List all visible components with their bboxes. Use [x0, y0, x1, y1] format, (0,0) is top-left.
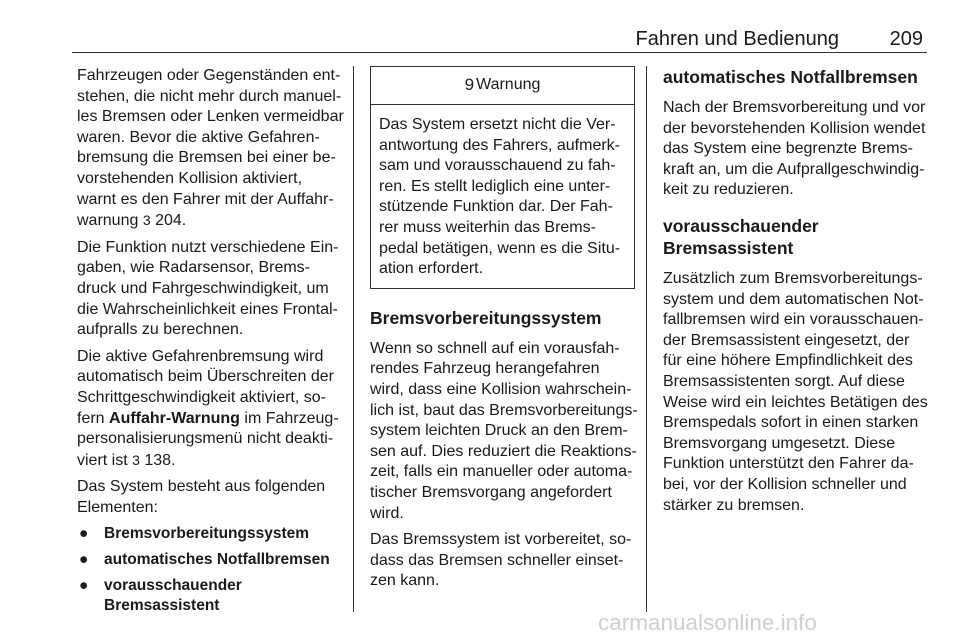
- text-line: Bremsassistenten sorgt. Auf diese: [663, 372, 905, 390]
- text-line: Nach der Bremsvorbereitung und vor: [663, 99, 926, 116]
- text-line: stärker zu bremsen.: [663, 496, 805, 514]
- section-heading: Bremsvorbereitungssystem: [370, 307, 602, 328]
- text-line: keit zu reduzieren.: [663, 181, 794, 199]
- paragraph-components: [77, 477, 343, 518]
- text-line: stützende Funktion dar. Der Fah-: [379, 198, 613, 216]
- column-divider-right: [646, 66, 647, 612]
- section-heading: automatisches Notfallbremsen: [663, 67, 918, 87]
- warning-triangle-icon: 9: [464, 75, 475, 95]
- text-line: warnt es den Fahrer mit der Auffahr-: [77, 190, 334, 208]
- text-line: Die Funktion nutzt verschiedene Ein-: [77, 238, 339, 256]
- paragraph-intro: [77, 66, 343, 232]
- paragraph-prepared: [370, 530, 635, 592]
- text-line: personalisierungsmenü nicht deakti-: [77, 430, 334, 448]
- warning-title: Warnung: [476, 76, 541, 94]
- page-header: [72, 28, 927, 53]
- list-item-label: Bremsvorbereitungssystem: [104, 525, 310, 543]
- text-line: die Wahrscheinlichkeit eines Frontal-: [77, 300, 338, 318]
- text-line: fallbremsen wird ein vorausschauen-: [663, 311, 924, 329]
- text-line: system leichten Druck an den Brem-: [370, 422, 628, 440]
- text-line: Zusätzlich zum Bremsvorbereitungs-: [663, 269, 923, 287]
- section-heading: [663, 215, 933, 259]
- text-line: aufpralls zu berechnen.: [77, 321, 244, 339]
- text-line: Die aktive Gefahrenbremsung wird: [77, 347, 324, 365]
- paragraph-prebrake: [370, 339, 638, 524]
- bullet-icon: ●: [79, 525, 89, 543]
- text-line: Das Bremssystem ist vorbereitet, so-: [370, 531, 632, 549]
- page-title: Fahren und Bedienung: [635, 28, 839, 50]
- text-fragment: im Fahrzeug-: [239, 409, 339, 427]
- menu-item-name: Auffahr-Warnung: [109, 409, 240, 427]
- list-item: [77, 550, 343, 571]
- column-1: [77, 66, 343, 622]
- arrow-reference-icon: 3: [142, 212, 151, 229]
- text-line: rendes Fahrzeug herangefahren: [370, 360, 600, 378]
- text-line: ren. Es stellt lediglich eine unter-: [379, 177, 611, 195]
- text-line: Bremsvorgang umgesetzt. Diese: [663, 434, 896, 452]
- text-line: waren. Bevor die aktive Gefahren-: [77, 128, 320, 146]
- text-line: warnung: [77, 212, 139, 230]
- warning-body: [371, 105, 634, 288]
- text-line: antwortung des Fahrers, aufmerk-: [379, 136, 620, 154]
- text-line: wird, dass eine Kollision wahrschein-: [370, 380, 632, 398]
- text-line: pedal betätigen, wenn es die Situ-: [379, 239, 621, 257]
- text-line: zeit, falls ein manueller oder automa-: [370, 463, 633, 481]
- heading-line: vorausschauender: [663, 215, 819, 236]
- text-fragment: fern: [77, 409, 110, 427]
- components-list: [77, 524, 343, 616]
- text-line: kraft an, um die Aufprallgeschwindig-: [663, 160, 925, 178]
- text-line: bei, vor der Kollision schneller und: [663, 475, 907, 493]
- text-line: lich ist, baut das Bremsvorbereitungs-: [370, 401, 638, 419]
- column-divider-left: [353, 66, 354, 612]
- text-line: druck und Fahrgeschwindigkeit, um: [77, 279, 329, 297]
- text-line: Fahrzeugen oder Gegenständen ent-: [77, 67, 341, 84]
- bullet-icon: ●: [79, 551, 89, 569]
- list-item-label: vorausschauender Bremsassistent: [104, 576, 242, 615]
- paragraph-emergency-brake: [663, 98, 933, 201]
- text-line: viert ist: [77, 451, 128, 469]
- list-item-label: automatisches Notfallbremsen: [104, 551, 330, 569]
- text-line: sen auf. Dies reduziert die Reaktions-: [370, 442, 637, 460]
- text-line: Das System ersetzt nicht die Ver-: [379, 116, 616, 133]
- text-line: stehen, die nicht mehr durch manuel-: [77, 87, 342, 105]
- text-line: tischer Bremsvorgang angefordert: [370, 483, 612, 501]
- paragraph-brake-assist: [663, 269, 933, 516]
- text-line: der bevorstehenden Kollision wendet: [663, 119, 926, 137]
- text-line: wird.: [370, 504, 404, 522]
- text-line: zen kann.: [370, 572, 440, 590]
- text-line: les Bremsen oder Lenken vermeidbar: [77, 108, 344, 126]
- text-line: bremsung die Bremsen bei einer be-: [77, 149, 336, 167]
- text-line: Weise wird ein leichtes Betätigen des: [663, 393, 928, 411]
- text-line: der Bremsassistent eingesetzt, der: [663, 331, 910, 349]
- reference-page: 204.: [150, 212, 187, 230]
- paragraph-function: [77, 238, 343, 341]
- bullet-icon: ●: [79, 576, 89, 594]
- text-line: sam und vorausschauend zu fah-: [379, 157, 616, 175]
- text-line: das System eine begrenzte Brems-: [663, 140, 913, 158]
- text-line: automatisch beim Überschreiten der: [77, 368, 335, 386]
- text-line: [77, 410, 339, 427]
- paragraph-activation: [77, 347, 343, 472]
- list-item: [77, 576, 343, 617]
- page-reference-link[interactable]: [143, 212, 186, 229]
- text-line: Elementen:: [77, 498, 158, 516]
- text-line: für eine höhere Empfindlichkeit des: [663, 352, 913, 370]
- heading-line: Bremsassistent: [663, 237, 794, 258]
- page-reference-link[interactable]: [132, 452, 175, 469]
- column-3: [663, 66, 933, 522]
- text-line: Funktion unterstützt den Fahrer da-: [663, 455, 914, 473]
- text-line: Wenn so schnell auf ein vorausfah-: [370, 339, 620, 357]
- reference-page: 138.: [139, 451, 176, 469]
- page-number: 209: [889, 28, 923, 50]
- text-line: system und dem automatischen Not-: [663, 290, 924, 308]
- list-item: [77, 524, 343, 545]
- column-2: [370, 66, 638, 598]
- text-line: rer muss weiterhin das Brems-: [379, 218, 596, 236]
- warning-header: [371, 67, 634, 105]
- text-line: Das System besteht aus folgenden: [77, 478, 326, 496]
- text-line: Schrittgeschwindigkeit aktiviert, so-: [77, 388, 326, 406]
- text-line: dass das Bremsen schneller einset-: [370, 551, 624, 569]
- text-line: Bremspedals sofort in einen starken: [663, 414, 919, 432]
- warning-box: [370, 66, 635, 289]
- watermark: carmanualsonline.info: [598, 610, 817, 635]
- arrow-reference-icon: 3: [132, 451, 140, 468]
- text-line: ation erfordert.: [379, 260, 484, 278]
- text-line: gaben, wie Radarsensor, Brems-: [77, 259, 310, 277]
- text-line: vorstehenden Kollision aktiviert,: [77, 169, 303, 187]
